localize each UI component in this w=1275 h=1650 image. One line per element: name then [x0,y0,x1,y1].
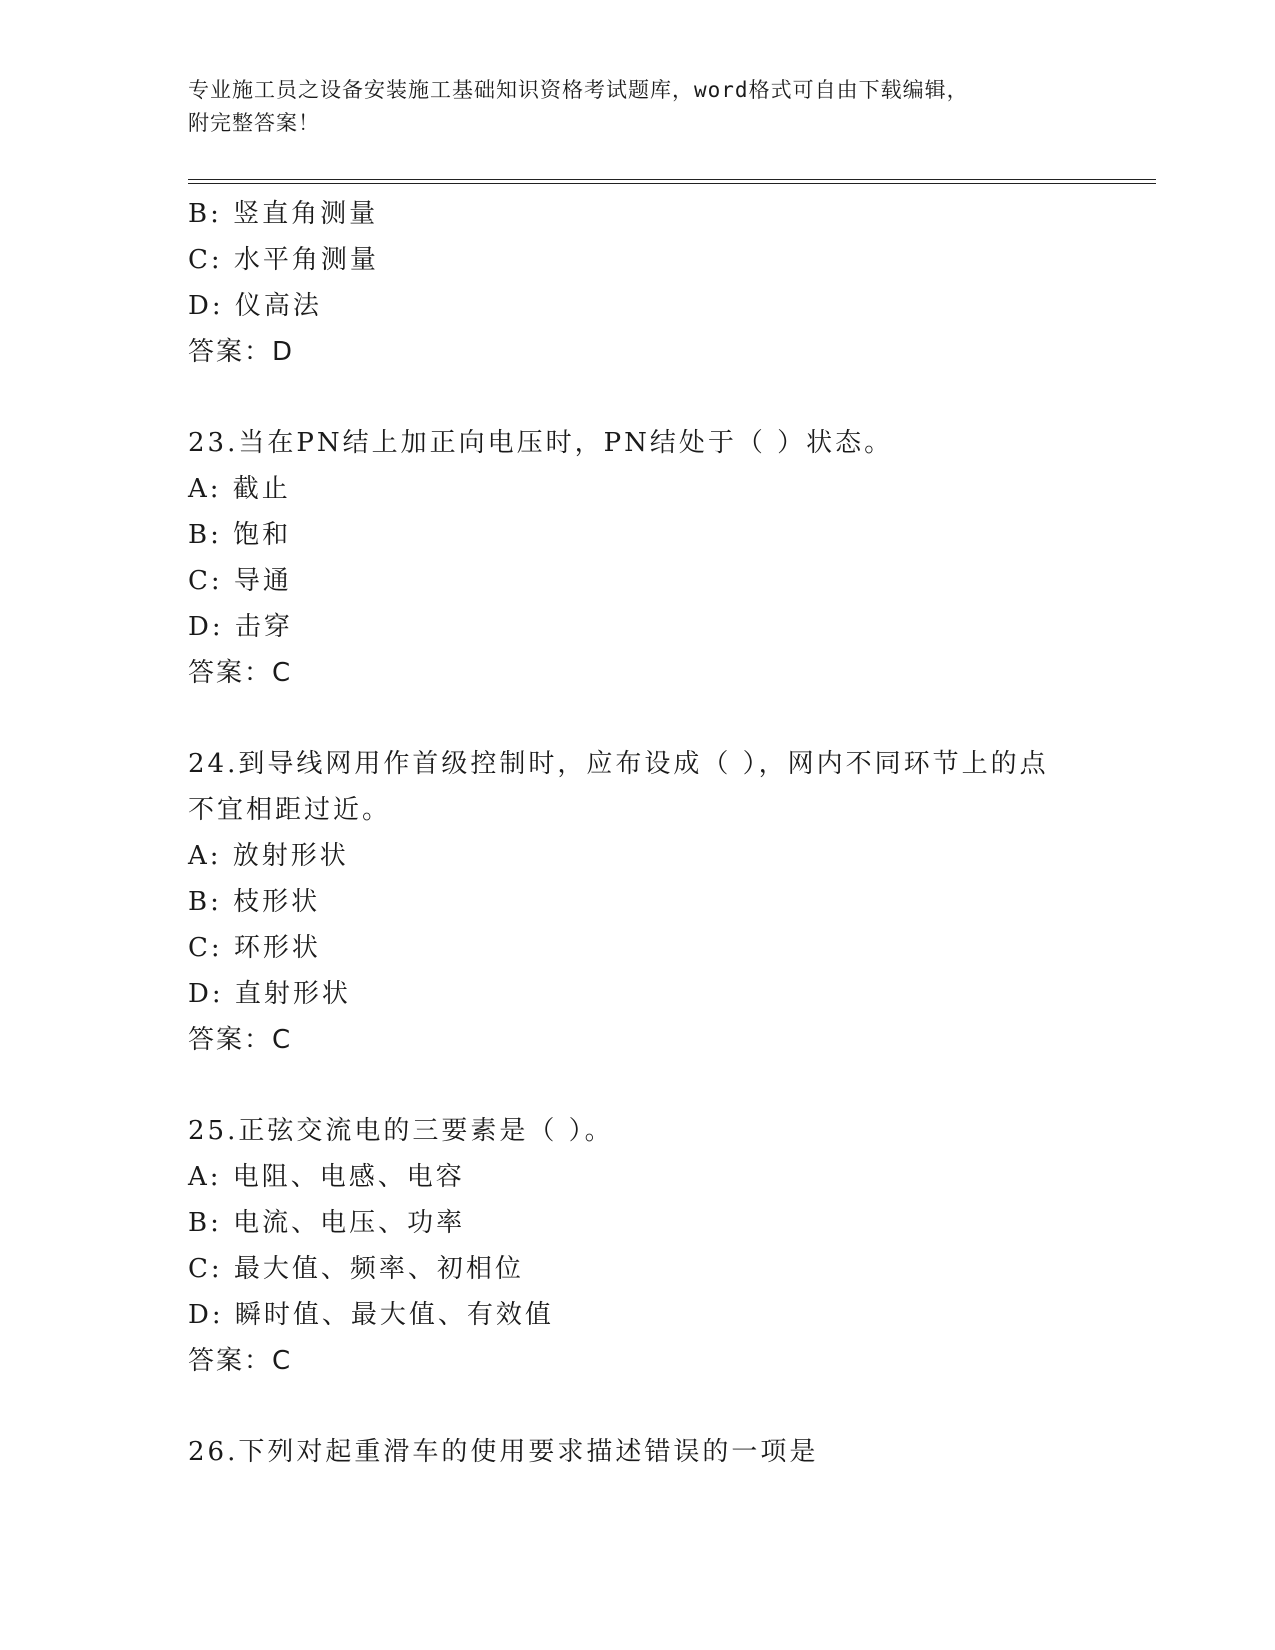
question-block-25 [188,1108,1088,1384]
answer-line: 答案：C [188,658,293,688]
header-divider-bottom [188,183,1156,184]
option-d: D: 仪高法 [188,291,322,321]
header-divider-top [188,179,1156,180]
option-b: B: 电流、电压、功率 [188,1208,466,1238]
option-d: D: 击穿 [188,612,293,642]
question-block-24 [188,741,1088,1063]
question-stem-continued: 不宜相距过近。 [188,795,392,825]
option-c: C: 环形状 [188,933,321,963]
option-b: B: 枝形状 [188,887,321,917]
question-block-23 [188,420,1088,696]
answer-line: 答案：D [188,337,295,367]
question-stem: 25.正弦交流电的三要素是（ ）。 [188,1116,614,1146]
header-line-1: 专业施工员之设备安装施工基础知识资格考试题库，word格式可自由下载编辑， [188,78,969,102]
document-header [188,74,1088,140]
answer-line: 答案：C [188,1025,293,1055]
question-block-22 [188,191,1088,375]
question-list [188,191,1088,1475]
question-stem: 26.下列对起重滑车的使用要求描述错误的一项是 [188,1437,819,1467]
option-a: A: 截止 [188,474,291,504]
answer-line: 答案：C [188,1346,293,1376]
option-c: C: 导通 [188,566,292,596]
option-c: C: 水平角测量 [188,245,379,275]
question-stem: 24.到导线网用作首级控制时，应布设成（ ），网内不同环节上的点 [188,749,1049,779]
header-line-2: 附完整答案！ [188,111,320,135]
option-b: B: 竖直角测量 [188,199,379,229]
option-d: D: 直射形状 [188,979,351,1009]
option-b: B: 饱和 [188,520,292,550]
option-a: A: 电阻、电感、电容 [188,1162,465,1192]
option-c: C: 最大值、频率、初相位 [188,1254,524,1284]
question-block-26 [188,1429,1088,1475]
question-stem: 23.当在PN结上加正向电压时，PN结处于（ ）状态。 [188,428,894,458]
option-d: D: 瞬时值、最大值、有效值 [188,1300,554,1330]
option-a: A: 放射形状 [188,841,349,871]
